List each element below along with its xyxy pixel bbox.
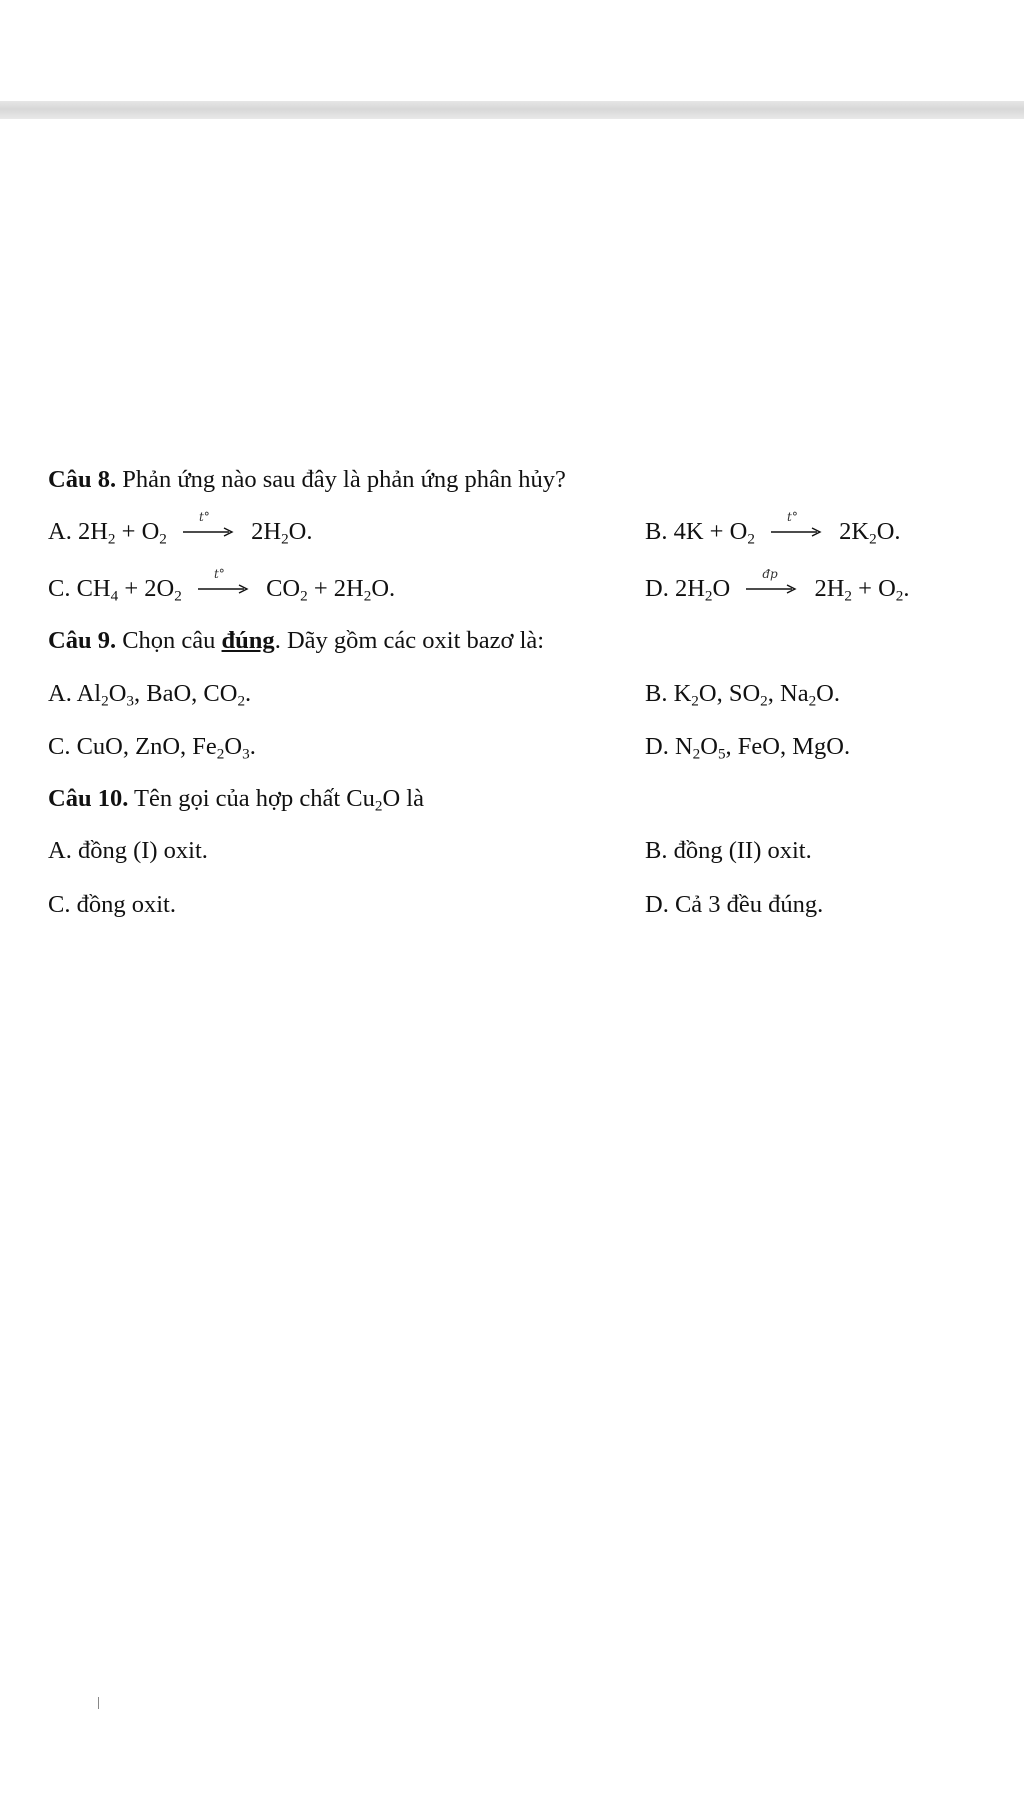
- option-letter: A.: [48, 837, 72, 864]
- q9-option-a[interactable]: A. $Al_2O_3$, BaO, $CO_2$.: [48, 680, 252, 710]
- question-9-text: Chọn câu: [122, 627, 216, 654]
- reaction-arrow-icon: t°: [183, 524, 233, 538]
- option-letter: C.: [48, 575, 71, 602]
- option-letter: A.: [48, 680, 72, 707]
- question-9-label: Câu 9.: [48, 627, 117, 654]
- question-9: Câu 9. Chọn câu đúng. Dãy gồm các oxit bazơ là:: [48, 627, 545, 654]
- question-9-emphasis: đúng: [221, 627, 275, 654]
- q8-option-d[interactable]: D. $2H_2O$ đp $2H_2 + O_2$.: [645, 566, 910, 605]
- question-8: [48, 466, 566, 494]
- reaction-arrow-icon: đp: [746, 581, 796, 595]
- q10-option-c[interactable]: C. đồng oxit.: [48, 891, 176, 918]
- q8-option-b[interactable]: B. $4K + O_2$ t° $2K_2O$.: [645, 509, 901, 548]
- option-letter: D.: [645, 733, 669, 760]
- q9-option-b[interactable]: B. $K_2O$, $SO_2$, $Na_2O$.: [645, 680, 840, 710]
- q10-option-b[interactable]: B. đồng (II) oxit.: [645, 837, 812, 864]
- q10-option-a[interactable]: A. đồng (I) oxit.: [48, 837, 208, 864]
- option-letter: D.: [645, 575, 669, 602]
- question-10-text: Tên gọi của hợp chất Cu: [134, 785, 375, 812]
- question-10: Câu 10. Tên gọi của hợp chất $Cu_2O$ là: [48, 785, 424, 815]
- question-8-text: Phản ứng nào sau đây là phản ứng phân hủy?: [122, 466, 566, 493]
- scan-mark: [98, 1697, 99, 1709]
- q10-option-d[interactable]: D. Cả 3 đều đúng.: [645, 891, 824, 918]
- top-divider: [0, 101, 1024, 119]
- reaction-arrow-icon: t°: [771, 524, 821, 538]
- option-letter: B.: [645, 518, 668, 545]
- option-letter: B.: [645, 837, 668, 864]
- q9-option-d[interactable]: D. $N_2O_5$, FeO, MgO.: [645, 733, 851, 763]
- q8-option-c[interactable]: C. $CH_4 + 2O_2$ t° $CO_2 + 2H_2O$.: [48, 566, 396, 605]
- option-letter: C.: [48, 733, 71, 760]
- option-letter: B.: [645, 680, 668, 707]
- q9-option-c[interactable]: C. CuO, ZnO, $Fe_2O_3$.: [48, 733, 256, 763]
- option-letter: C.: [48, 891, 71, 918]
- option-letter: A.: [48, 518, 72, 545]
- question-8-label: Câu 8.: [48, 466, 117, 493]
- q8-option-a[interactable]: A. $2H_2 + O_2$ t° $2H_2O$.: [48, 509, 313, 548]
- reaction-arrow-icon: t°: [198, 581, 248, 595]
- question-10-label: Câu 10.: [48, 785, 129, 812]
- option-letter: D.: [645, 891, 669, 918]
